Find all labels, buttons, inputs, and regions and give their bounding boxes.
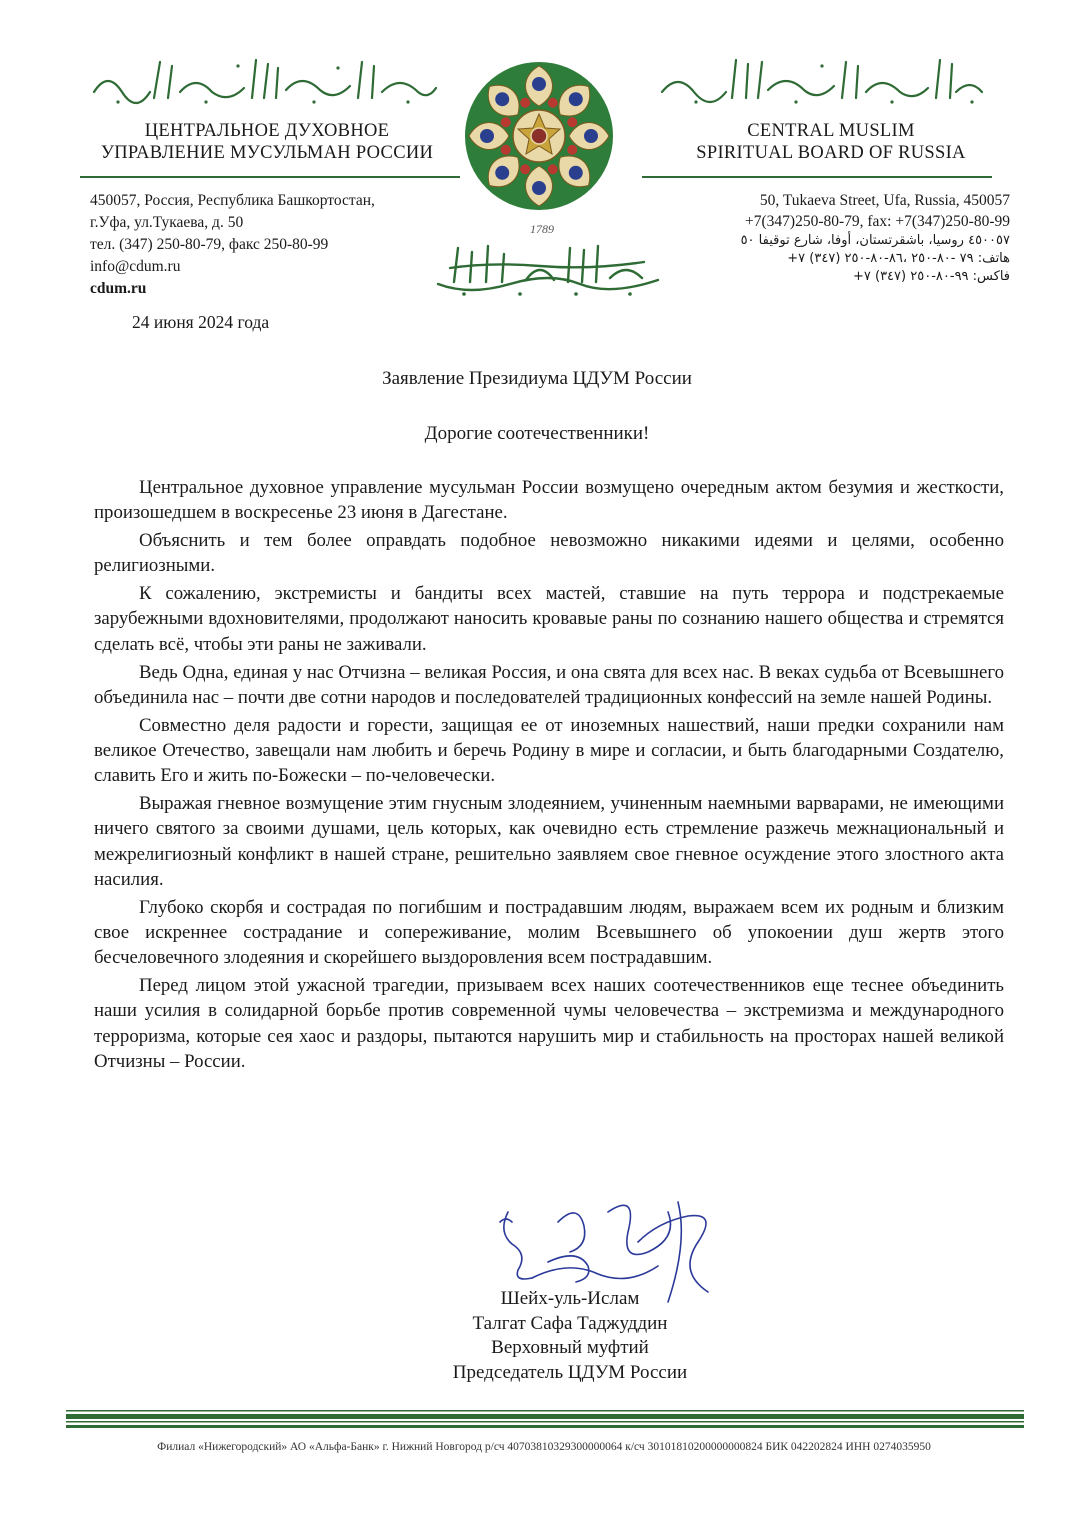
website: cdum.ru (90, 280, 147, 297)
document-date: 24 июня 2024 года (132, 312, 270, 332)
org-name-english (690, 120, 972, 164)
header-divider-left (80, 176, 460, 178)
address-en-phone: +7(347)250-80-79, fax: +7(347)250-80-99 (745, 213, 1010, 230)
signatory-title: Шейх-уль-Ислам (500, 1288, 640, 1309)
address-ar-fax: فاكس: ٩٩-٨٠-٢٥٠ (٣٤٧) ٧+ (852, 269, 1010, 284)
address-ru-line1: 450057, Россия, Республика Башкортостан, (90, 192, 375, 209)
footer-divider (66, 1408, 1024, 1432)
signatory-block (380, 1287, 760, 1385)
arabic-calligraphy-right (656, 52, 986, 108)
signatory-name: Талгат Сафа Таджуддин (472, 1312, 668, 1334)
address-ar-line1: ٤٥٠٠٥٧ روسيا، باشقرتستان، أوفا، شارع توقيفا ٥٠ (740, 233, 1010, 248)
paragraph: Объяснить и тем более оправдать подобное невозможно никакими идеями и целями, особенно религиозными. (94, 530, 1004, 577)
address-russian (90, 190, 375, 300)
bank-details-footer: Филиал «Нижегородский» АО «Альфа-Банк» г. Нижний Новгород р/сч 40703810329300000064 к/сч 30101810200000000824 БИК 042202824 ИНН 0274035950 (157, 1441, 931, 1453)
paragraph: Ведь Одна, единая у нас Отчизна – великая Россия, и она свята для всех нас. В веках судьба от Всевышнего объединила нас – почти две сотни народов и последователей традиционных конфессий на земле нашей Родины. (94, 661, 1004, 708)
signatory-role: Председатель ЦДУМ России (452, 1361, 688, 1383)
address-ar-phone: هاتف: ٧٩ -٨٠-٢٥٠ ،٨٦-٨٠-٢٥٠ (٣٤٧) ٧+ (787, 251, 1010, 266)
paragraph: Глубоко скорбя и сострадая по погибшим и пострадавшим людям, выражаем всем их родным и близким свое искреннее сострадание и сопереживание, молим Всевышнего об упокоении душ жертв этого бесчеловечного злодеяния и скорейшего выздоровления всем пострадавшим. (94, 896, 1004, 969)
org-name-en-line2: SPIRITUAL BOARD OF RUSSIA (696, 143, 966, 163)
address-ru-line2: г.Уфа, ул.Тукаева, д. 50 (90, 214, 244, 231)
paragraph: Выражая гневное возмущение этим гнусным злодеянием, учиненным наемными варварами, не имеющими ничего святого за своими душами, цель которых, как очевидно есть стремление разжечь межнациональный и межрелигиозный конфликт в нашей стране, решительно заявляем свое гневное осуждение этого злостного акта насилия. (94, 793, 1004, 890)
address-en-line1: 50, Tukaeva Street, Ufa, Russia, 450057 (759, 192, 1010, 209)
founding-year: 1789 (530, 222, 554, 236)
header-divider-right (642, 176, 992, 178)
paragraph: Совместно деля радости и горести, защищая ее от иноземных нашествий, наши предки сохранили нам великое Отечество, завещали нам любить и беречь Родину в мире и согласии, и быть благодарными Создателю, славить Его и жить по-Божески – по-человечески. (94, 714, 1004, 787)
org-name-ru-line2: УПРАВЛЕНИЕ МУСУЛЬМАН РОССИИ (100, 143, 434, 163)
basmala-calligraphy (430, 240, 666, 302)
address-ru-phone: тел. (347) 250-80-79, факс 250-80-99 (90, 236, 329, 253)
greeting: Дорогие соотечественники! (424, 423, 650, 444)
org-name-en-line1: CENTRAL MUSLIM (747, 121, 915, 141)
paragraph: К сожалению, экстремисты и бандиты всех мастей, ставшие на путь террора и подстрекаемые зарубежными вдохновителями, продолжают наносить кровавые раны по сознанию нашего общества и стремятся сделать всё, чтобы эти раны не заживали. (94, 583, 1004, 655)
emblem-logo (464, 46, 614, 226)
signatory-position: Верховный муфтий (491, 1337, 649, 1358)
statement-body (94, 475, 1004, 1077)
arabic-name-left: روسیا مسلمانلرینك اوزه‌ك دینیه نظارتی (255, 106, 273, 107)
arabic-calligraphy-left (88, 52, 440, 108)
paragraph: Центральное духовное управление мусульман России возмущено очередным актом безумия и жесткости, произошедшем в воскресенье 23 июня в Дагестане. (94, 477, 1004, 524)
statement-title: Заявление Президиума ЦДУМ России (382, 368, 692, 389)
org-name-ru-line1: ЦЕНТРАЛЬНОЕ ДУХОВНОЕ (144, 121, 390, 141)
email-address: info@cdum.ru (90, 258, 181, 275)
org-name-russian (90, 120, 444, 164)
paragraph: Перед лицом этой ужасной трагедии, призываем всех наших соотечественников еще теснее объединить наши усилия в солидарной борьбе против современной чумы человечества – экстремизма и международного терроризма, которые сея хаос и раздоры, пытаются нарушить мир и стабильность на просторах нашей великой Отчизны – России. (94, 975, 1004, 1073)
address-english-arabic (741, 190, 1010, 286)
